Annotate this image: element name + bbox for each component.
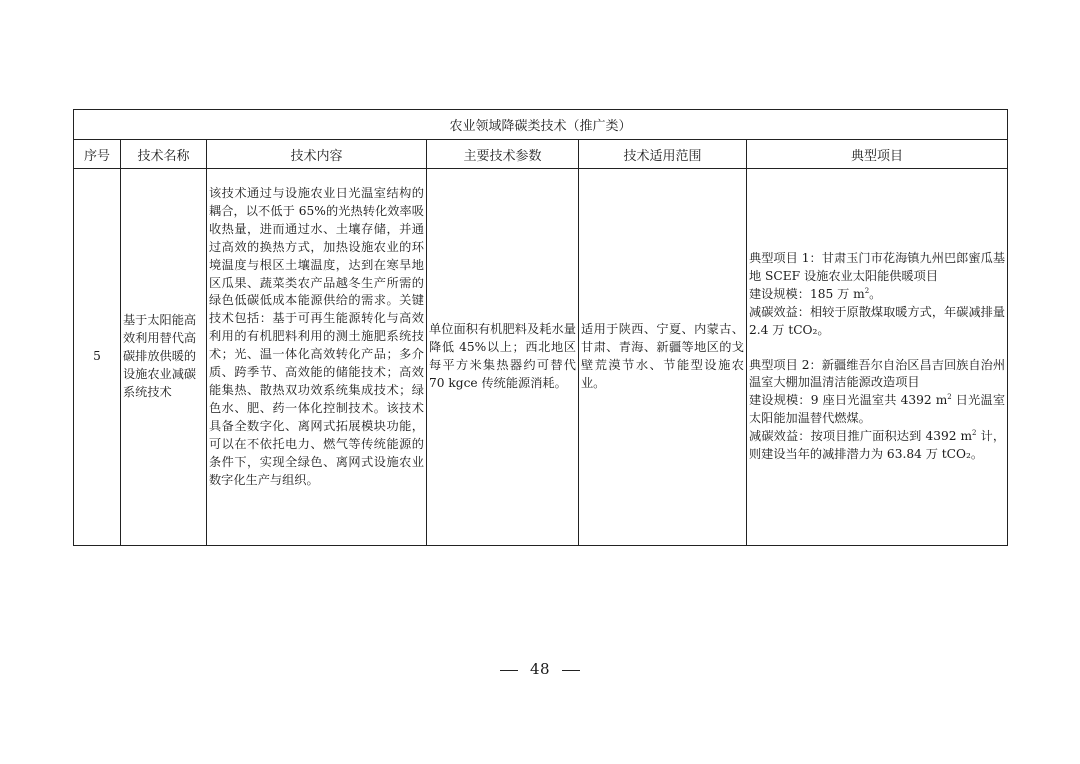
tech-table [73,109,1008,546]
page-footer [0,660,1080,678]
tech-scope: 适用于陕西、宁夏、内蒙古、甘肃、青海、新疆等地区的戈壁荒漠节水、节能型设施农业。 [581,322,744,390]
cell-content [207,169,427,546]
project-2-title: 典型项目 2：新疆维吾尔自治区昌吉回族自治州温室大棚加温清洁能源改造项目 [749,357,1006,390]
cell-scope [579,169,747,546]
footer-dash-left [500,670,518,671]
project-1-scale: 建设规模：185 万 $m^2$。 [749,286,882,301]
project-1 [749,250,1005,340]
tech-content: 该技术通过与设施农业日光温室结构的耦合，以不低于 65%的光热转化效率吸收热量，进而通过水、土壤存储，并通过高效的换热方式，加热设施农业的环境温度与根区土壤温度，达到在寒旱地区瓜果、蔬菜类农产品越冬生产所需的绿色低碳低成本能源供给的需求。关键技术包括：基于可再生能源转化与高效利用的有机肥料利用的测土施肥系统技术；光、温一体化高效转化产品；多介质、跨季节、高效能的储能技术；高效能集热、散热双功效系统集成技术；绿色水、肥、药一体化控制技术。该技术具备全数字化、离网式拓展模块功能，可以在不依托电力、燃气等传统能源的条件下，实现全绿色、离网式设施农业数字化生产与组织。 [209,186,424,487]
tech-name: 基于太阳能高效利用替代高碳排放供暖的设施农业减碳系统技术 [123,313,197,399]
project-2 [749,357,1005,464]
table-header-row [74,140,1008,169]
table-row [74,169,1008,546]
table-title-row [74,110,1008,140]
cell-name [121,169,207,546]
cell-no: 5 [74,169,121,546]
project-2-benefit: 减碳效益：按项目推广面积达到 4392 $m^2$ 计，则建设当年的减排潜力为 63.84 万 tCO₂。 [749,429,1006,462]
tech-params: 单位面积有机肥料及耗水量降低 45%以上；西北地区每平方米集热器约可替代 70 kgce 传统能源消耗。 [429,322,576,390]
project-2-scale: 建设规模：9 座日光温室共 4392 $m^2$ 日光温室太阳能加温替代燃煤。 [749,393,1006,426]
header-scope: 技术适用范围 [579,140,747,169]
cell-projects [747,169,1008,546]
header-content: 技术内容 [207,140,427,169]
cell-params [427,169,579,546]
page-number: 48 [529,660,551,678]
header-params: 主要技术参数 [427,140,579,169]
project-1-benefit: 减碳效益：相较于原散煤取暖方式，年碳减排量 2.4 万 tCO₂。 [749,304,1006,337]
header-projects: 典型项目 [747,140,1008,169]
footer-dash-right [562,670,580,671]
table-title: 农业领域降碳类技术（推广类） [74,110,1008,140]
header-no: 序号 [74,140,121,169]
header-name: 技术名称 [121,140,207,169]
project-1-title: 典型项目 1：甘肃玉门市花海镇九州巴郎蜜瓜基地 SCEF 设施农业太阳能供暖项目 [749,251,1006,283]
